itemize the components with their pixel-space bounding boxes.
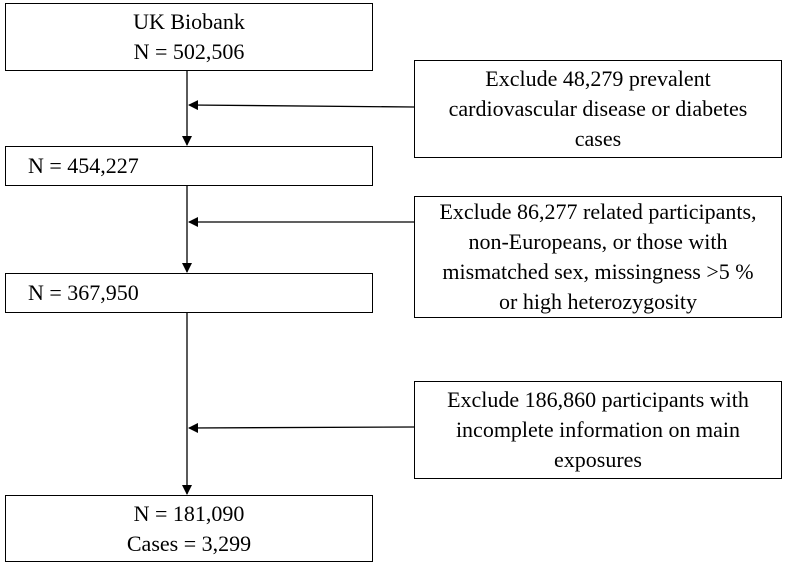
start-count: N = 502,506: [133, 39, 245, 64]
exclusion-3-line-2: incomplete information on main: [455, 417, 741, 442]
exclusion-2-line-2: non-Europeans, or those with: [468, 229, 728, 254]
exclusion-3-line-1: Exclude 186,860 participants with: [447, 387, 749, 412]
arrow-exclusion-1: [189, 105, 414, 107]
exclusion-box-3: [414, 381, 782, 479]
final-cases: Cases = 3,299: [126, 530, 252, 556]
exclusion-3-line-3: exposures: [554, 447, 642, 472]
step2-count: N = 367,950: [28, 280, 139, 305]
start-title: UK Biobank: [133, 9, 245, 34]
final-box: [5, 495, 373, 562]
step1-count: N = 454,227: [28, 153, 139, 178]
step2-box: [5, 273, 373, 313]
exclusion-2-line-1: Exclude 86,277 related participants,: [439, 199, 757, 224]
step1-box: [5, 146, 373, 186]
exclusion-box-2: [414, 196, 782, 318]
start-box: [5, 3, 373, 71]
exclusion-1-line-3: cases: [574, 126, 622, 151]
final-count: N = 181,090: [133, 500, 245, 526]
arrow-exclusion-3: [189, 427, 414, 428]
exclusion-box-1: [414, 60, 782, 158]
exclusion-2-line-4: or high heterozygosity: [499, 289, 697, 314]
exclusion-1-line-1: Exclude 48,279 prevalent: [485, 66, 711, 91]
exclusion-1-line-2: cardiovascular disease or diabetes: [448, 96, 748, 121]
exclusion-2-line-3: mismatched sex, missingness >5 %: [442, 259, 754, 284]
